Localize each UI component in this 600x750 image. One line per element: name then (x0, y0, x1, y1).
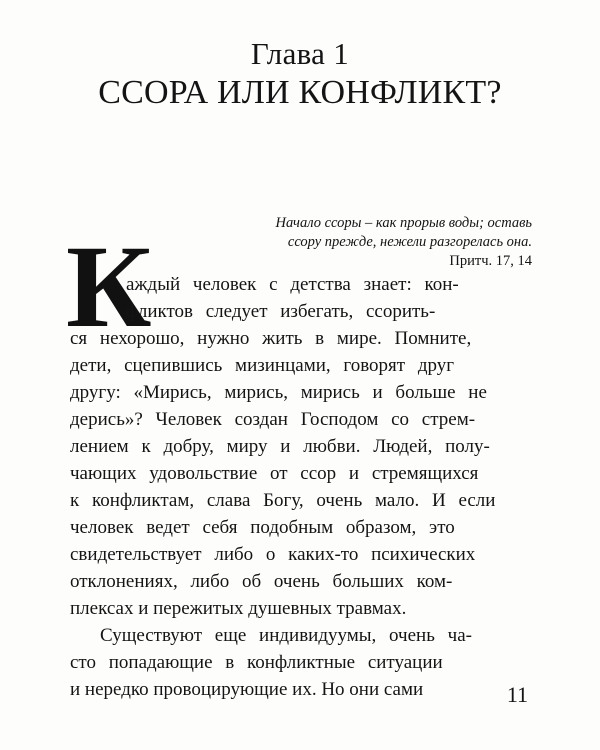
epigraph-source: Притч. 17, 14 (449, 253, 532, 269)
body-text-line: свидетельствует либо о каких-то психических (70, 544, 476, 565)
body-text-line: сто попадающие в конфликтные ситуации (70, 652, 443, 673)
body-text-line: отклонениях, либо об очень больших ком- (70, 571, 453, 592)
body-text-line: аждый человек с детства знает: кон- (126, 274, 459, 295)
epigraph (232, 214, 532, 271)
body-text-line: дерись»? Человек создан Господом со стрем- (70, 409, 476, 430)
body-text-line: человек ведет себя подобным образом, это (70, 517, 455, 538)
body-text-line: Существуют еще индивидуумы, очень ча- (100, 625, 472, 646)
chapter-title: ССОРА ИЛИ КОНФЛИКТ? (98, 74, 502, 111)
chapter-number: Глава 1 (250, 36, 350, 71)
drop-cap-letter: К (66, 221, 152, 352)
body-text-line: другу: «Мирись, мирись, мирись и больше не (70, 382, 487, 403)
body-text-line: чающих удовольствие от ссор и стремящихся (70, 463, 479, 484)
body-text-line: фликтов следует избегать, ссорить- (126, 301, 436, 322)
body-text-line: и нередко провоцирующие их. Но они сами (70, 679, 424, 700)
page-number: 11 (506, 682, 528, 707)
body-text-line: плексах и пережитых душевных травмах. (70, 598, 407, 619)
body-text-line: ся нехорошо, нужно жить в мире. Помните, (70, 328, 472, 349)
body-text-line: лением к добру, миру и любви. Людей, полу- (70, 436, 490, 457)
epigraph-line: ссору прежде, нежели разгорелась она. (287, 234, 532, 250)
body-text-line: к конфликтам, слава Богу, очень мало. И если (70, 490, 496, 511)
body-text-line: дети, сцепившись мизинцами, говорят друг (70, 355, 455, 376)
epigraph-line: Начало ссоры – как прорыв воды; оставь (275, 215, 532, 231)
